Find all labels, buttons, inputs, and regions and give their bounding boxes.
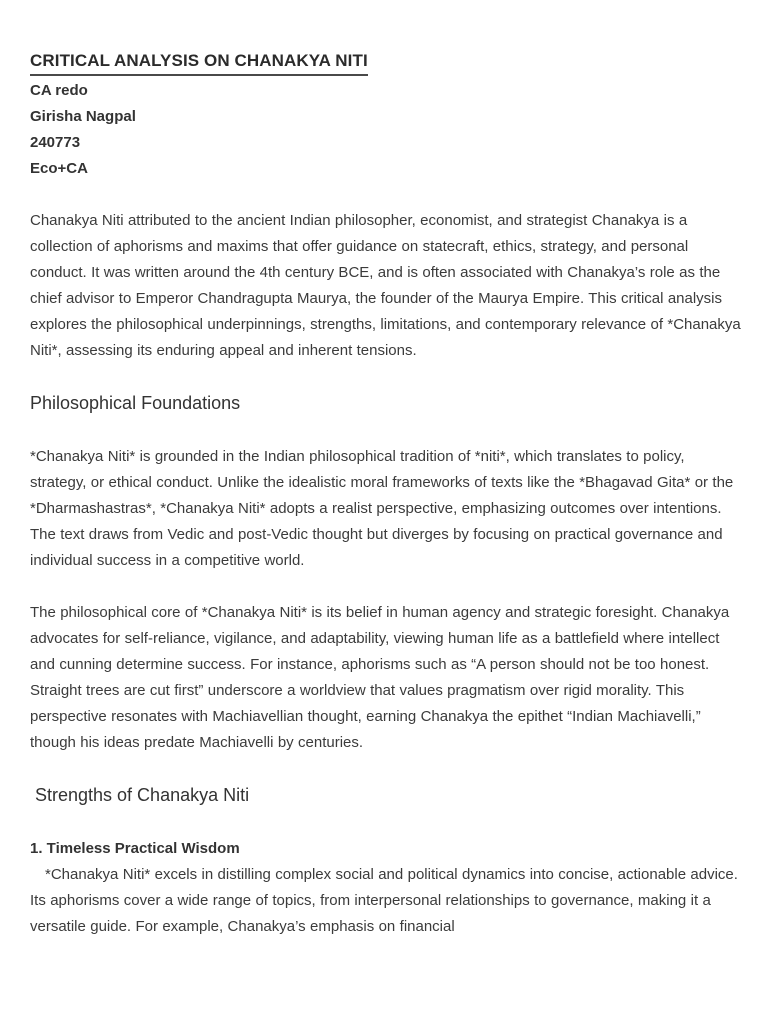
strength-item-1-title: 1. Timeless Practical Wisdom <box>30 840 240 857</box>
spacer <box>30 364 742 390</box>
meta-author: Girisha Nagpal <box>30 108 136 125</box>
philosophy-paragraph-2: The philosophical core of *Chanakya Niti* is its belief in human agency and strategic foresight. Chanakya advocates for self-reliance, vigilance, and adaptability, viewing human life as a battlefield where intellect and cunning determine success. For instance, aphorisms such as “A person should not be too honest. Straight trees are cut first” underscore a worldview that values pragmatism over rigid morality. This perspective resonates with Machiavellian thought, earning Chanakya the epithet “Indian Machiavelli,” though his ideas predate Machiavelli by centuries. <box>30 604 730 751</box>
spacer <box>30 756 742 782</box>
section-heading-philosophical-foundations: Philosophical Foundations <box>30 393 241 413</box>
meta-course: CA redo <box>30 82 88 99</box>
document-body <box>30 48 742 940</box>
philosophy-paragraph-1: *Chanakya Niti* is grounded in the Indian philosophical tradition of *niti*, which translates to policy, strategy, or ethical conduct. Unlike the idealistic moral frameworks of texts like the *Bhagavad Gita* or the *Dharmashastras*, *Chanakya Niti* adopts a realist perspective, emphasizing outcomes over intentions. The text draws from Vedic and post-Vedic thought but diverges by focusing on practical governance and individual success in a competitive world. <box>30 448 734 569</box>
meta-roll-number: 240773 <box>30 134 81 151</box>
spacer <box>30 808 742 836</box>
spacer <box>30 574 742 600</box>
spacer <box>30 416 742 444</box>
spacer <box>30 182 742 208</box>
document-meta <box>30 78 742 182</box>
strength-item-1-text: *Chanakya Niti* excels in distilling complex social and political dynamics into concise, actionable advice. Its aphorisms cover a wide range of topics, from interpersonal relationships to governance, making it a versatile guide. For example, Chanakya’s emphasis on financial <box>30 866 738 935</box>
intro-paragraph: Chanakya Niti attributed to the ancient Indian philosopher, economist, and strategist Chanakya is a collection of aphorisms and maxims that offer guidance on statecraft, ethics, strategy, and personal conduct. It was written around the 4th century BCE, and is often associated with Chanakya’s role as the chief advisor to Emperor Chandragupta Maurya, the founder of the Maurya Empire. This critical analysis explores the philosophical underpinnings, strengths, limitations, and contemporary relevance of *Chanakya Niti*, assessing its enduring appeal and inherent tensions. <box>30 212 741 359</box>
strength-item-1-paragraph <box>30 862 742 940</box>
document-title: CRITICAL ANALYSIS ON CHANAKYA NITI <box>30 48 368 76</box>
meta-subject: Eco+CA <box>30 160 88 177</box>
section-heading-strengths: Strengths of Chanakya Niti <box>30 785 250 805</box>
